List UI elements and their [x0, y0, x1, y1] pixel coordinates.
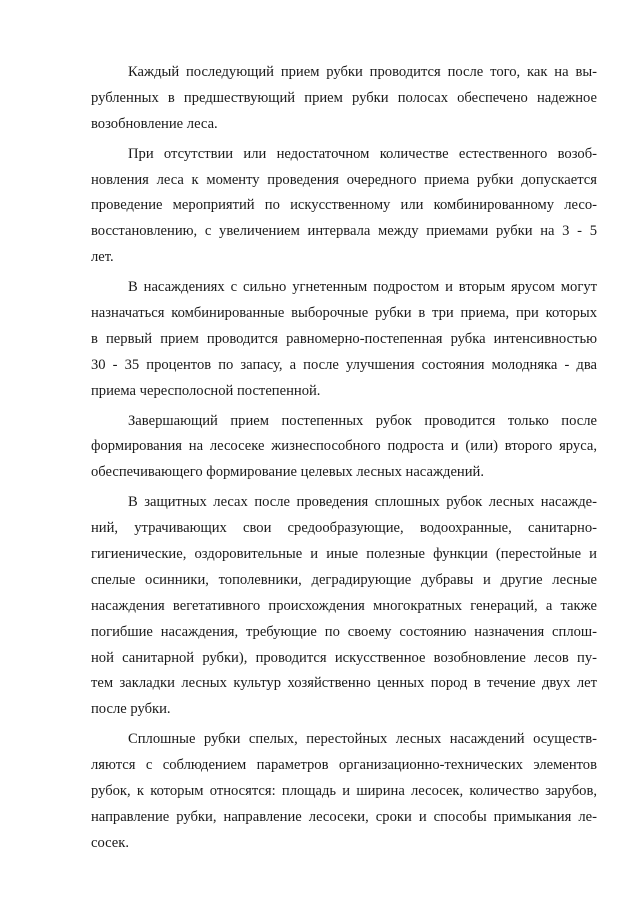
- paragraph-5-line-7: ной санитарной рубки), проводится искусственное возобновление лесов пу-: [91, 649, 597, 666]
- paragraph-5-line-4: спелые осинники, тополевники, деградирующие дубравы и другие лесные: [91, 571, 597, 588]
- paragraph-3-line-3: в первый прием проводится равномерно-постепенная рубка интенсивностью: [91, 330, 597, 347]
- paragraph-2-line-5: лет.: [91, 249, 114, 266]
- paragraph-5-line-8: тем закладки лесных культур хозяйственно ценных пород в течение двух лет: [91, 675, 597, 692]
- paragraph-5-line-2: ний, утрачивающих свои средообразующие, водоохранные, санитарно-: [91, 520, 597, 537]
- paragraph-6-line-3: рубок, к которым относятся: площадь и ширина лесосек, количество зарубов,: [91, 783, 597, 800]
- paragraph-2-line-3: проведение мероприятий по искусственному или комбинированному лесо-: [91, 197, 597, 214]
- paragraph-5-line-6: погибшие насаждения, требующие по своему состоянию назначения сплош-: [91, 623, 597, 640]
- paragraph-6-line-4: направление рубки, направление лесосеки, сроки и способы примыкания ле-: [91, 808, 597, 825]
- paragraph-5-line-1: В защитных лесах после проведения сплошных рубок лесных насажде-: [128, 494, 597, 511]
- paragraph-5-line-9: после рубки.: [91, 701, 171, 718]
- paragraph-4-line-1: Завершающий прием постепенных рубок проводится только после: [128, 412, 597, 429]
- paragraph-4-line-3: обеспечивающего формирование целевых лесных насаждений.: [91, 464, 485, 481]
- paragraph-3-line-2: назначаться комбинированные выборочные рубки в три приема, при которых: [91, 305, 597, 322]
- paragraph-1-line-2: рубленных в предшествующий прием рубки полосах обеспечено надежное: [91, 89, 597, 106]
- paragraph-1-line-3: возобновление леса.: [91, 115, 218, 132]
- paragraph-5-line-3: гигиенические, оздоровительные и иные полезные функции (перестойные и: [91, 546, 597, 563]
- paragraph-5-line-5: насаждения вегетативного происхождения многократных генераций, а также: [91, 597, 597, 614]
- paragraph-3-line-4: 30 - 35 процентов по запасу, а после улучшения состояния молодняка - два: [91, 356, 597, 373]
- paragraph-4-line-2: формирования на лесосеке жизнеспособного подроста и (или) второго яруса,: [91, 438, 597, 455]
- paragraph-2-line-4: восстановлению, с увеличением интервала между приемами рубки на 3 - 5: [91, 223, 597, 240]
- paragraph-3-line-1: В насаждениях с сильно угнетенным подростом и вторым ярусом могут: [128, 279, 597, 296]
- paragraph-6-line-5: сосек.: [91, 834, 130, 851]
- document-page: [91, 60, 597, 857]
- paragraph-1-line-1: Каждый последующий прием рубки проводится после того, как на вы-: [128, 64, 597, 80]
- paragraph-6-line-1: Сплошные рубки спелых, перестойных лесных насаждений осуществ-: [128, 731, 597, 748]
- paragraph-3-line-5: приема чересполосной постепенной.: [91, 382, 321, 399]
- paragraph-2-line-1: При отсутствии или недостаточном количестве естественного возоб-: [128, 145, 597, 162]
- paragraph-2-line-2: новления леса к моменту проведения очередного приема рубки допускается: [91, 171, 597, 188]
- paragraph-6-line-2: ляются с соблюдением параметров организационно-технических элементов: [91, 757, 597, 774]
